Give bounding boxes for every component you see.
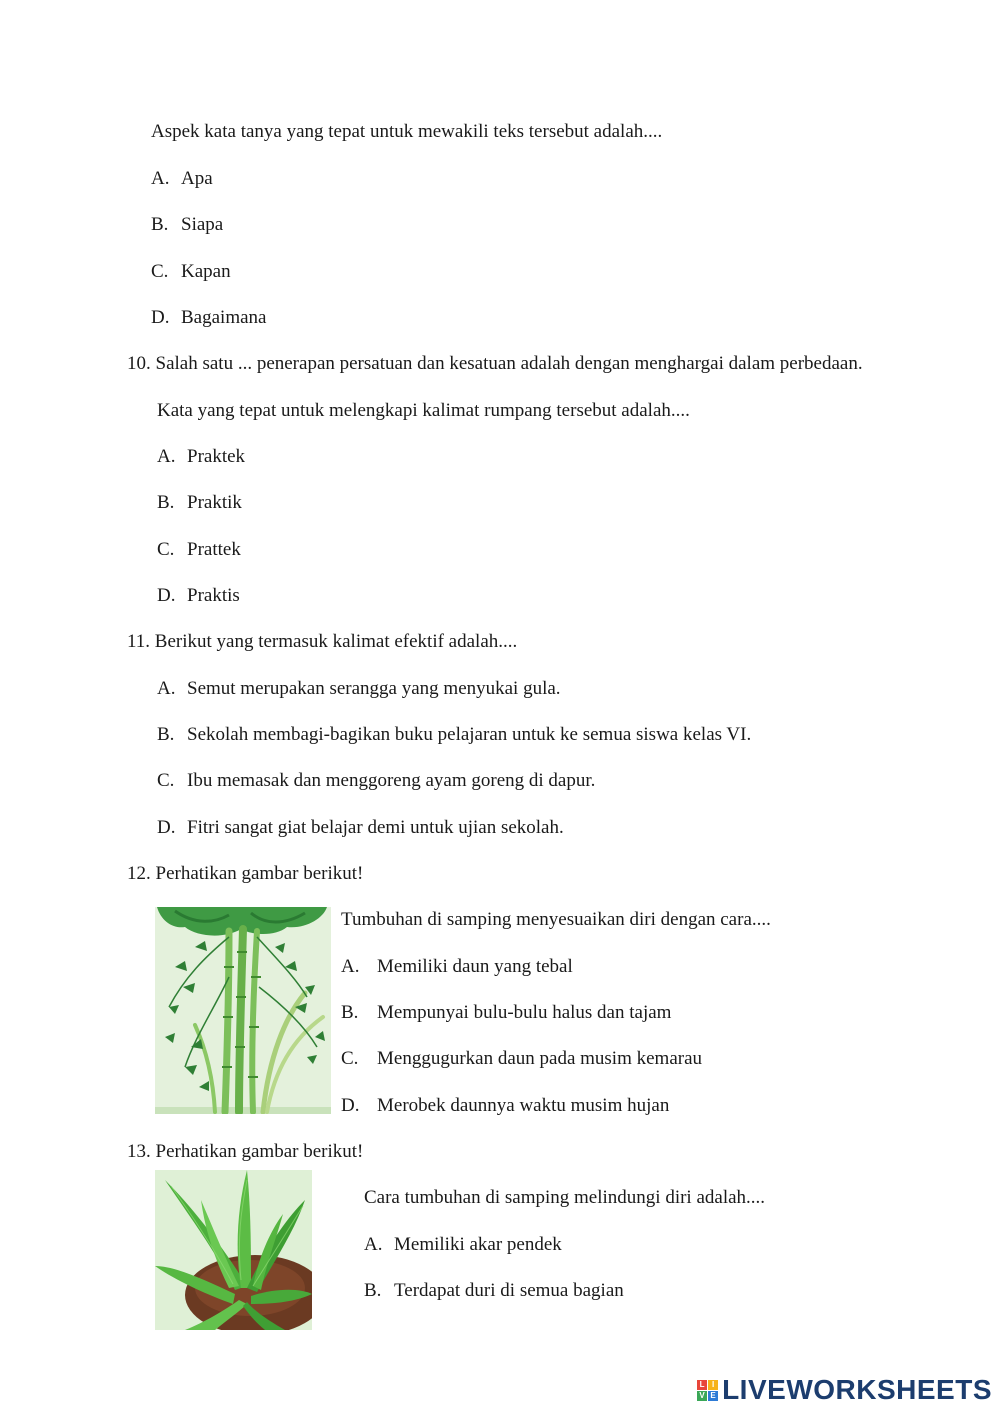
option-text: Semut merupakan serangga yang menyukai gula. [187, 678, 561, 699]
bamboo-plant-image [155, 907, 331, 1114]
option-text: Menggugurkan daun pada musim kemarau [377, 1048, 703, 1069]
q11-question [127, 630, 517, 654]
option-letter: B. [157, 492, 175, 513]
option-text: Terdapat duri di semua bagian [394, 1280, 624, 1301]
option-letter: C. [157, 539, 175, 560]
q9-option-a[interactable] [151, 167, 213, 191]
liveworksheets-logo[interactable] [697, 1375, 992, 1405]
q9-prompt: Aspek kata tanya yang tepat untuk mewakili teks tersebut adalah.... [151, 121, 663, 142]
q12-option-d[interactable] [341, 1094, 669, 1118]
option-text: Praktis [187, 585, 240, 606]
q10-prompt: Kata yang tepat untuk melengkapi kalimat rumpang tersebut adalah.... [157, 400, 690, 421]
q10-option-b[interactable] [157, 491, 242, 515]
logo-cube-letter: I [708, 1380, 718, 1390]
logo-cube-icon [697, 1380, 718, 1401]
question-text: Berikut yang termasuk kalimat efektif adalah.... [154, 631, 518, 652]
option-letter: C. [341, 1048, 359, 1069]
question-text: Salah satu ... penerapan persatuan dan kesatuan adalah dengan menghargai dalam perbedaan. [155, 353, 863, 374]
question-number: 10. [127, 353, 151, 374]
question-text: Perhatikan gambar berikut! [155, 863, 364, 884]
option-letter: A. [151, 168, 170, 189]
logo-cube-letter: L [697, 1380, 707, 1390]
option-letter: C. [157, 770, 175, 791]
option-text: Praktek [187, 446, 246, 467]
option-letter: D. [341, 1095, 360, 1116]
q10-option-c[interactable] [157, 538, 241, 562]
q9-option-c[interactable] [151, 260, 231, 284]
option-text: Ibu memasak dan menggoreng ayam goreng di dapur. [187, 770, 596, 791]
q10-option-d[interactable] [157, 584, 240, 608]
option-text: Kapan [181, 261, 231, 282]
option-letter: A. [157, 678, 176, 699]
option-text: Apa [181, 168, 213, 189]
q13-question [127, 1140, 363, 1164]
q12-option-b[interactable] [341, 1001, 671, 1025]
option-letter: A. [364, 1234, 383, 1255]
q12-prompt: Tumbuhan di samping menyesuaikan diri dengan cara.... [341, 909, 771, 930]
logo-text: LIVEWORKSHEETS [722, 1374, 992, 1405]
option-letter: B. [364, 1280, 382, 1301]
q9-option-b[interactable] [151, 213, 223, 237]
q13-prompt: Cara tumbuhan di samping melindungi diri adalah.... [364, 1187, 766, 1208]
q11-option-a[interactable] [157, 677, 561, 701]
q13-option-a[interactable] [364, 1233, 562, 1257]
q11-option-c[interactable] [157, 769, 595, 793]
q11-option-d[interactable] [157, 816, 564, 840]
option-text: Memiliki daun yang tebal [377, 956, 573, 977]
option-text: Merobek daunnya waktu musim hujan [377, 1095, 670, 1116]
question-text: Perhatikan gambar berikut! [155, 1141, 364, 1162]
option-letter: D. [151, 307, 170, 328]
option-text: Prattek [187, 539, 241, 560]
option-letter: A. [157, 446, 176, 467]
aloe-vera-plant-image [155, 1170, 312, 1330]
option-text: Memiliki akar pendek [394, 1234, 562, 1255]
q12-option-c[interactable] [341, 1047, 702, 1071]
option-letter: C. [151, 261, 169, 282]
option-letter: D. [157, 817, 176, 838]
option-text: Sekolah membagi-bagikan buku pelajaran untuk ke semua siswa kelas VI. [187, 724, 752, 745]
option-text: Fitri sangat giat belajar demi untuk ujian sekolah. [187, 817, 564, 838]
option-text: Praktik [187, 492, 242, 513]
logo-cube-letter: E [708, 1391, 718, 1401]
question-number: 12. [127, 863, 151, 884]
option-letter: D. [157, 585, 176, 606]
option-letter: B. [157, 724, 175, 745]
q13-option-b[interactable] [364, 1279, 624, 1303]
option-letter: B. [151, 214, 169, 235]
q12-option-a[interactable] [341, 955, 573, 979]
q10-question [127, 352, 863, 376]
q10-option-a[interactable] [157, 445, 245, 469]
option-text: Bagaimana [181, 307, 267, 328]
q9-option-d[interactable] [151, 306, 266, 330]
q12-question [127, 862, 363, 886]
option-text: Siapa [181, 214, 224, 235]
q11-option-b[interactable] [157, 723, 751, 747]
question-number: 11. [127, 631, 151, 652]
option-letter: B. [341, 1002, 359, 1023]
option-letter: A. [341, 956, 360, 977]
logo-cube-letter: V [697, 1391, 707, 1401]
question-number: 13. [127, 1141, 151, 1162]
option-text: Mempunyai bulu-bulu halus dan tajam [377, 1002, 672, 1023]
